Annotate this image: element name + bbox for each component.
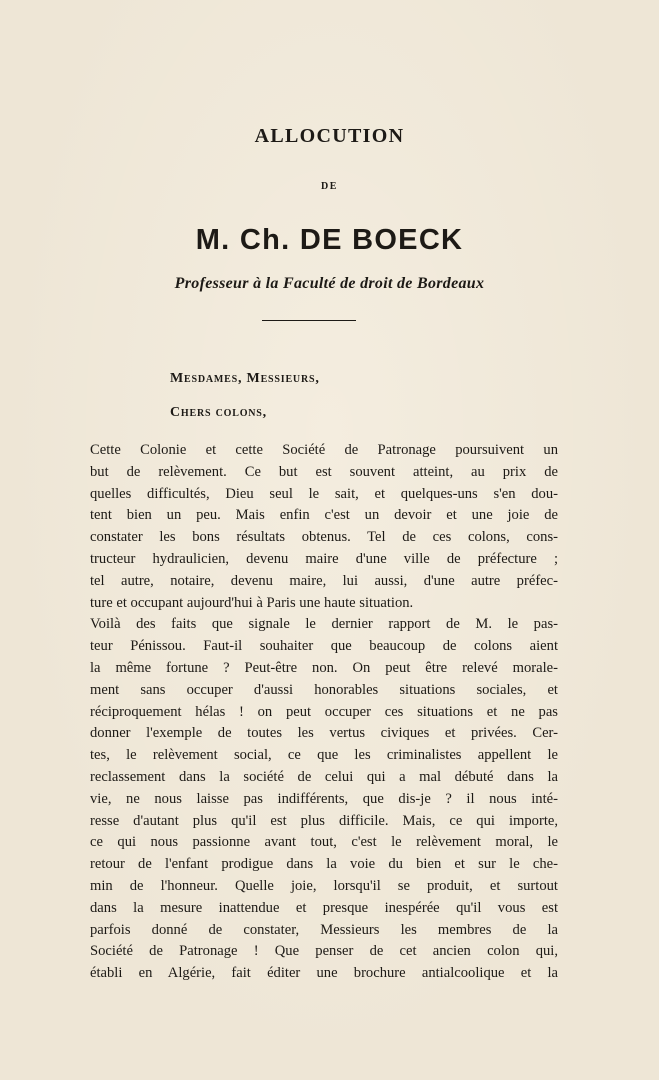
text-line: resse d'autant plus qu'il est plus difficile. Mais, ce qui importe, (90, 812, 558, 829)
separator-rule (262, 320, 356, 321)
text-line: tel autre, notaire, devenu maire, lui aussi, d'une autre préfec- (90, 572, 558, 589)
author-name: M. Ch. DE BOECK (195, 224, 464, 256)
paragraph (76, 440, 558, 614)
document-title: ALLOCUTION (254, 125, 405, 147)
text-line: ture et occupant aujourd'hui à Paris une haute situation. (90, 594, 414, 611)
text-line: teur Pénissou. Faut-il souhaiter que beaucoup de colons aient (90, 638, 558, 655)
text-line: quelles difficultés, Dieu seul le sait, et quelques-uns s'en dou- (90, 485, 558, 502)
paragraph (76, 614, 558, 985)
title-connector: DE (321, 181, 338, 192)
body-text (76, 440, 558, 985)
text-line: réciproquement hélas ! on peut occuper ces situations et ne pas (90, 703, 558, 720)
text-line: Voilà des faits que signale le dernier rapport de M. le pas- (90, 616, 558, 633)
text-line: ce qui nous passionne avant tout, c'est le relèvement moral, le (90, 834, 558, 851)
salutation-line: Mesdames, Messieurs, (170, 371, 320, 386)
text-line: vie, ne nous laisse pas indifférents, que dis-je ? il nous inté- (90, 790, 558, 807)
text-line: min de l'honneur. Quelle joie, lorsqu'il se produit, et surtout (90, 877, 558, 894)
text-line: constater les bons résultats obtenus. Tel de ces colons, cons- (90, 529, 558, 546)
text-line: tructeur hydraulicien, devenu maire d'une ville de préfecture ; (90, 550, 558, 567)
text-line: tent bien un peu. Mais enfin c'est un devoir et une joie de (90, 507, 558, 524)
text-line: retour de l'enfant prodigue dans la voie du bien et sur le che- (90, 856, 558, 873)
text-line: Société de Patronage ! Que penser de cet ancien colon qui, (90, 943, 558, 960)
salutation-line: Chers colons, (170, 405, 267, 420)
text-line: but de relèvement. Ce but est souvent atteint, au prix de (90, 463, 558, 480)
text-line: la même fortune ? Peut-être non. On peut être relevé morale- (90, 659, 558, 676)
text-line: reclassement dans la société de celui qui a mal débuté dans la (90, 768, 558, 785)
text-line: parfois donné de constater, Messieurs les membres de la (90, 921, 558, 938)
text-line: établi en Algérie, fait éditer une brochure antialcoolique et la (90, 965, 558, 982)
text-line: donner l'exemple de toutes les vertus civiques et privées. Cer- (90, 725, 558, 742)
author-affiliation: Professeur à la Faculté de droit de Bordeaux (174, 275, 485, 292)
text-line: tes, le relèvement social, ce que les criminalistes appellent le (90, 747, 558, 764)
text-line: dans la mesure inattendue et presque inespérée qu'il vous est (90, 899, 558, 916)
text-line: Cette Colonie et cette Société de Patronage poursuivent un (90, 442, 558, 458)
text-line: ment sans occuper d'aussi honorables situations sociales, et (90, 681, 558, 698)
